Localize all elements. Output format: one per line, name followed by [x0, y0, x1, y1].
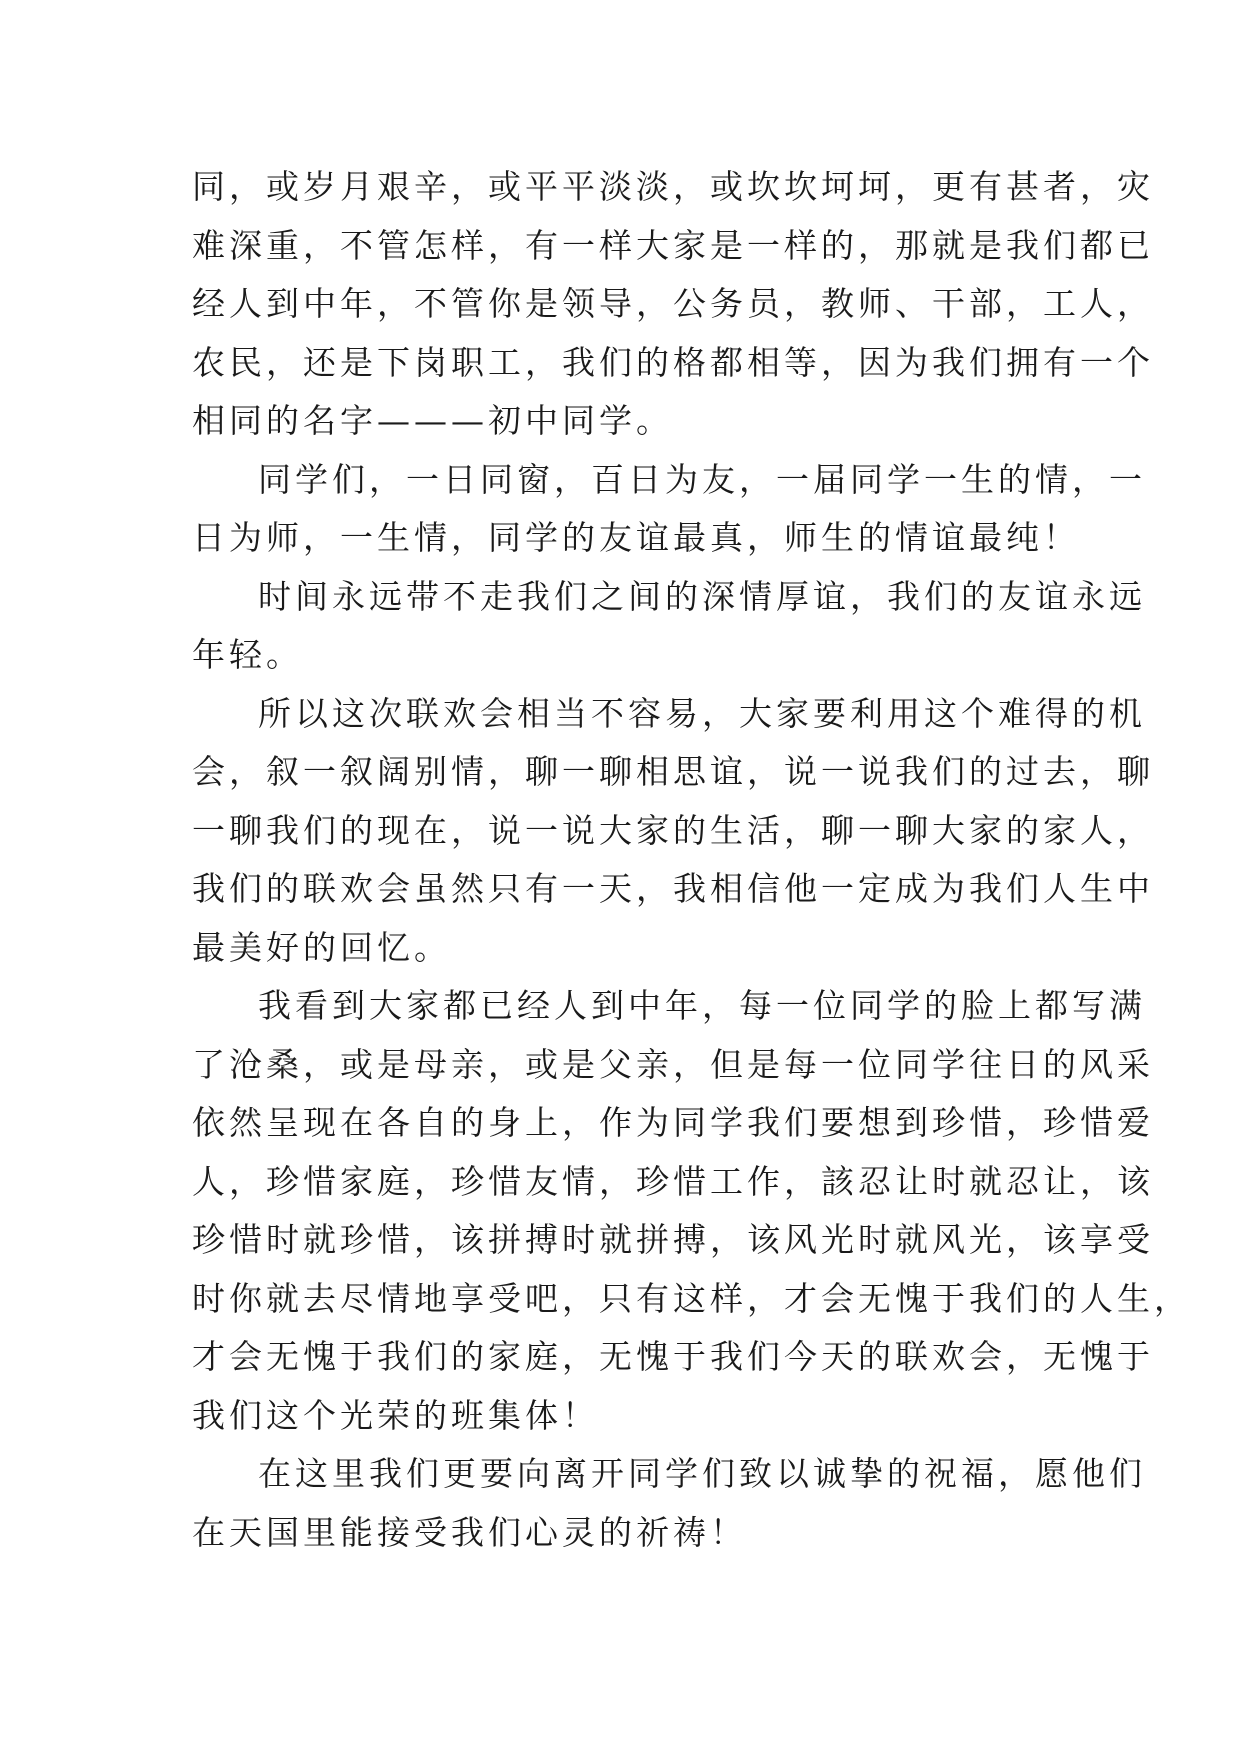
text-line: 在天国里能接受我们心灵的祈祷！: [192, 1512, 747, 1552]
text-line: 会，叙一叙阔别情，聊一聊相思谊，说一说我们的过去，聊: [192, 752, 1154, 791]
text-line: 所以这次联欢会相当不容易，大家要利用这个难得的机: [258, 693, 1146, 733]
text-line: 时你就去尽情地享受吧，只有这样，才会无愧于我们的人生，: [192, 1278, 1191, 1318]
text-line: 在这里我们更要向离开同学们致以诚挚的祝福，愿他们: [258, 1454, 1146, 1493]
text-line: 才会无愧于我们的家庭，无愧于我们今天的联欢会，无愧于: [192, 1337, 1154, 1376]
text-line: 人，珍惜家庭，珍惜友情，珍惜工作，該忍让时就忍让，该: [192, 1161, 1154, 1201]
text-line: 难深重，不管怎样，有一样大家是一样的，那就是我们都已: [192, 225, 1154, 265]
text-line: 经人到中年，不管你是领导，公务员，教师、干部，工人，: [192, 284, 1154, 323]
text-line: 珍惜时就珍惜，该拼搏时就拼搏，该风光时就风光，该享受: [192, 1220, 1154, 1259]
text-line: 最美好的回忆。: [192, 927, 451, 967]
text-line: 同学们，一日同窗，百日为友，一届同学一生的情，一: [258, 459, 1146, 499]
text-line: 年轻。: [192, 635, 303, 674]
text-line: 时间永远带不走我们之间的深情厚谊，我们的友谊永远: [258, 576, 1146, 616]
text-line: 同，或岁月艰辛，或平平淡淡，或坎坎坷坷，更有甚者，灾: [192, 167, 1154, 206]
text-line: 农民，还是下岗职工，我们的格都相等，因为我们拥有一个: [192, 342, 1154, 382]
text-line: 我们这个光荣的班集体！: [192, 1395, 599, 1435]
text-line: 我们的联欢会虽然只有一天，我相信他一定成为我们人生中: [192, 869, 1154, 908]
text-line: 我看到大家都已经人到中年，每一位同学的脸上都写满: [258, 986, 1146, 1025]
text-line: 依然呈现在各自的身上，作为同学我们要想到珍惜，珍惜爱: [192, 1103, 1154, 1142]
text-line: 一聊我们的现在，说一说大家的生活，聊一聊大家的家人，: [192, 810, 1154, 850]
text-line: 日为师，一生情，同学的友谊最真，师生的情谊最纯！: [192, 518, 1080, 557]
text-line: 相同的名字———初中同学。: [192, 401, 673, 440]
document-body: [192, 158, 1191, 1562]
text-line: 了沧桑，或是母亲，或是父亲，但是每一位同学往日的风采: [192, 1044, 1154, 1084]
